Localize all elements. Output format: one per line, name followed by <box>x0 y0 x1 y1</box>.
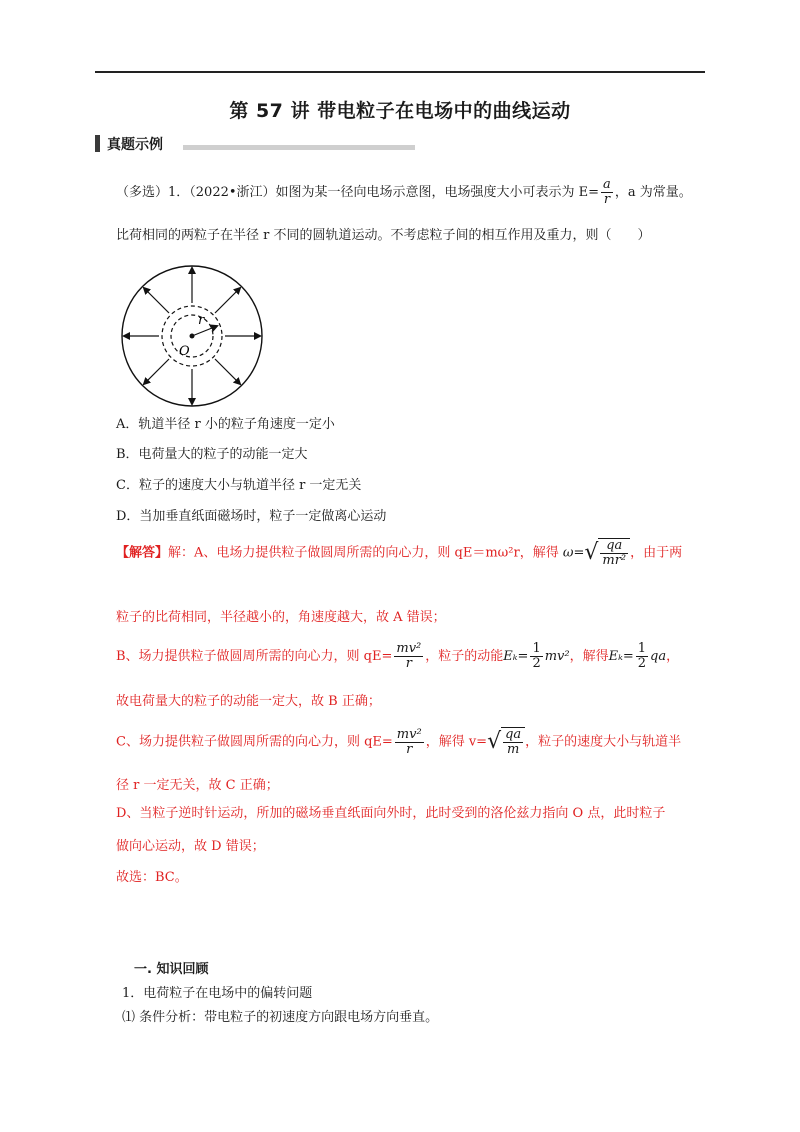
answer-line-4: 故电荷量大的粒子的动能一定大，故 B 正确； <box>116 694 381 709</box>
answer-text: ，由于两 <box>630 545 683 561</box>
radial-field-diagram <box>118 262 266 410</box>
recall-item-2: ⑴ 条件分析：带电粒子的初速度方向跟电场方向垂直。 <box>122 1010 439 1025</box>
sqrt-numerator: qa <box>505 727 522 742</box>
answer-line-3 <box>116 642 679 671</box>
fraction-numerator: 1 <box>637 641 647 656</box>
section-rule <box>183 145 415 150</box>
answer-text: 解：A、电场力提供粒子做圆周所需的向心力，则 qE＝mω²r，解得 <box>168 545 559 561</box>
answer-line-5 <box>116 727 681 757</box>
option-c: C．粒子的速度大小与轨道半径 r 一定无关 <box>116 478 362 493</box>
half-fraction <box>530 642 542 671</box>
label-o: O <box>179 344 190 359</box>
answer-text: ，解得 <box>569 649 609 664</box>
question-prefix: （多选）1．（2022•浙江）如图为某一径向电场示意图，电场强度大小可表示为 E= <box>116 185 600 200</box>
omega-symbol: ω <box>562 545 574 561</box>
top-rule <box>95 71 705 73</box>
equals-sign: = <box>573 545 585 561</box>
section-label: 真题示例 <box>107 137 163 153</box>
answer-text: ，粒子的动能 <box>425 649 504 664</box>
ek-symbol: Eₖ <box>503 649 518 664</box>
option-b: B．电荷量大的粒子的动能一定大 <box>116 447 308 462</box>
answer-text: ，粒子的速度大小与轨道半 <box>525 734 682 750</box>
fraction-numerator: 1 <box>532 641 541 656</box>
section-marker <box>95 135 100 152</box>
omega-sqrt: √ $\frac{qa}{\text{mr²}}$ <box>584 538 630 568</box>
label-r: r <box>198 313 205 328</box>
field-fraction <box>601 178 613 207</box>
half-fraction <box>636 642 648 671</box>
question-line-1 <box>116 178 692 207</box>
equals-sign: = <box>517 649 529 664</box>
answer-line-6: 径 r 一定无关，故 C 正确； <box>116 778 279 793</box>
kinetic-fraction <box>394 642 423 671</box>
answer-line-8: 做向心运动，故 D 错误； <box>116 839 265 854</box>
mv2-term: mv² <box>544 649 570 664</box>
answer-line-2: 粒子的比荷相同，半径越小的，角速度越大，故 A 错误； <box>116 610 446 625</box>
answer-line-9: 故选：BC。 <box>116 870 188 885</box>
answer-tag: 【解答】 <box>116 545 169 561</box>
answer-text: B、场力提供粒子做圆周所需的向心力，则 qE= <box>116 649 393 664</box>
fraction-denominator: 2 <box>637 656 647 671</box>
sqrt-denominator: m <box>506 742 520 757</box>
fraction-numerator: mv² <box>396 726 422 742</box>
answer-text: ，解得 v= <box>425 734 488 750</box>
sqrt-numerator: qa <box>600 539 628 554</box>
recall-heading: 一. 知识回顾 <box>134 962 209 977</box>
fraction-denominator: r <box>405 656 412 671</box>
question-suffix: ，a 为常量。 <box>614 185 692 200</box>
center-dot <box>190 334 195 339</box>
option-d: D．当加垂直纸面磁场时，粒子一定做离心运动 <box>116 509 387 524</box>
answer-line-7: D、当粒子逆时针运动，所加的磁场垂直纸面向外时，此时受到的洛伦兹力指向 O 点，此时粒子 <box>116 806 666 821</box>
answer-text: C、场力提供粒子做圆周所需的向心力，则 qE= <box>116 734 393 750</box>
answer-line-1 <box>116 538 682 568</box>
ek-symbol: Eₖ <box>608 649 623 664</box>
sqrt-denominator: mr² <box>602 553 627 568</box>
recall-item-1: 1．电荷粒子在电场中的偏转问题 <box>122 986 313 1001</box>
page-title: 第 57 讲 带电粒子在电场中的曲线运动 <box>229 100 571 122</box>
centripetal-fraction <box>395 728 424 757</box>
fraction-numerator: a <box>603 177 611 192</box>
fraction-denominator: r <box>406 741 413 757</box>
option-a: A．轨道半径 r 小的粒子角速度一定小 <box>116 417 335 432</box>
qa-term: qa <box>650 649 667 664</box>
answer-text: ， <box>666 649 680 664</box>
question-line-2: 比荷相同的两粒子在半径 r 不同的圆轨道运动。不考虑粒子间的相互作用及重力，则（ ） <box>116 228 651 243</box>
equals-sign: = <box>622 649 634 664</box>
velocity-sqrt: √ $\frac{qa}{m}$ <box>487 727 525 757</box>
fraction-denominator: r <box>603 192 611 207</box>
fraction-denominator: 2 <box>532 656 541 671</box>
fraction-numerator: mv² <box>396 641 422 656</box>
